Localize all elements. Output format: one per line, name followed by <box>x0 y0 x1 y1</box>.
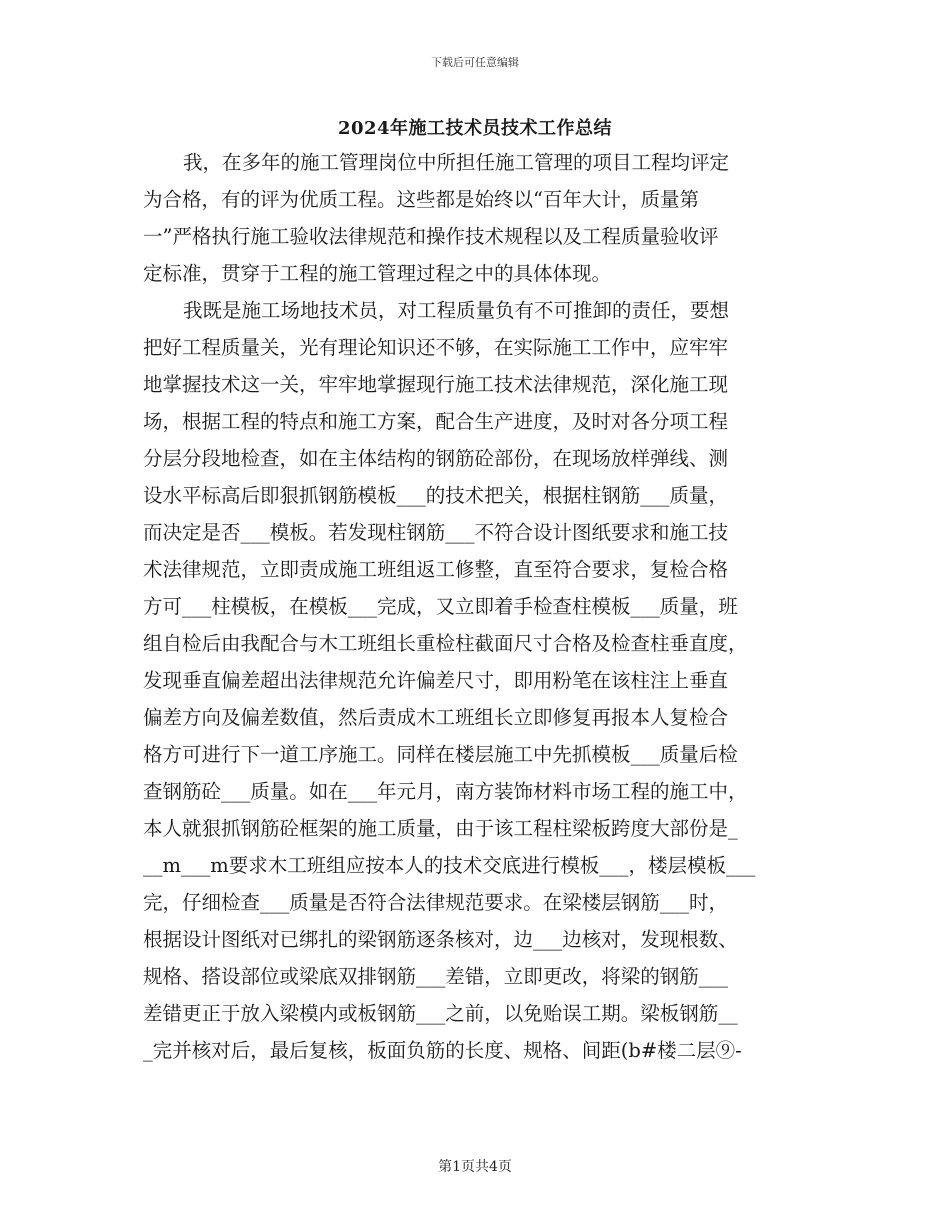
body-line: 我既是施工场地技术员，对工程质量负有不可推卸的责任，要想 <box>183 299 730 322</box>
body-line: 查钢筋砼___质量。如在___年元月，南方装饰材料市场工程的施工中， <box>143 780 748 803</box>
body-line: _完并核对后，最后复核，板面负筋的长度、规格、间距(b#楼二层⑨- <box>143 1039 742 1062</box>
body-line: 差错更正于放入梁模内或板钢筋___之前，以免贻误工期。梁板钢筋__ <box>143 1002 738 1025</box>
body-line: 分层分段地检查，如在主体结构的钢筋砼部份，在现场放样弹线、测 <box>143 447 729 470</box>
body-line: __m___m要求木工班组应按本人的技术交底进行模板___，楼层模板___ <box>143 854 756 877</box>
body-line: 偏差方向及偏差数值，然后责成木工班组长立即修复再报本人复检合 <box>143 706 729 729</box>
body-line: 规格、搭设部位或梁底双排钢筋___差错，立即更改，将梁的钢筋___ <box>143 965 729 988</box>
body-line: 场，根据工程的特点和施工方案，配合生产进度，及时对各分项工程 <box>143 410 729 433</box>
body-line: 为合格，有的评为优质工程。这些都是始终以“百年大计，质量第 <box>143 188 699 211</box>
body-line: 我，在多年的施工管理岗位中所担任施工管理的项目工程均评定 <box>183 151 730 174</box>
body-line: 根据设计图纸对已绑扎的梁钢筋逐条核对，边___边核对，发现根数、 <box>143 928 738 951</box>
page-number: 第1页共4页 <box>438 1159 512 1175</box>
document-title: 2024年施工技术员技术工作总结 <box>337 118 613 139</box>
page-header: 下载后可任意编辑 <box>431 56 519 69</box>
body-line: 组自检后由我配合与木工班组长重检柱截面尺寸合格及检查柱垂直度， <box>143 632 748 655</box>
body-line: 发现垂直偏差超出法律规范允许偏差尺寸，即用粉笔在该柱注上垂直 <box>143 669 729 692</box>
body-line: 定标准，贯穿于工程的施工管理过程之中的具体体现。 <box>143 262 612 285</box>
body-line: 本人就狠抓钢筋砼框架的施工质量，由于该工程柱梁板跨度大部份是_ <box>143 817 738 840</box>
body-line: 方可___柱模板，在模板___完成，又立即着手检查柱模板___质量，班 <box>143 595 738 618</box>
body-line: 而决定是否___模板。若发现柱钢筋___不符合设计图纸要求和施工技 <box>143 521 729 544</box>
body-line: 完，仔细检查___质量是否符合法律规范要求。在梁楼层钢筋___时， <box>143 891 729 914</box>
body-line: 地掌握技术这一关，牢牢地掌握现行施工技术法律规范，深化施工现 <box>143 373 729 396</box>
body-line: 一”严格执行施工验收法律规范和操作技术规程以及工程质量验收评 <box>143 225 719 248</box>
body-line: 格方可进行下一道工序施工。同样在楼层施工中先抓模板___质量后检 <box>143 743 738 766</box>
body-line: 术法律规范，立即责成施工班组返工修整，直至符合要求，复检合格 <box>143 558 729 581</box>
body-line: 设水平标高后即狠抓钢筋模板___的技术把关，根据柱钢筋___质量， <box>143 484 729 507</box>
body-line: 把好工程质量关，光有理论知识还不够，在实际施工工作中，应牢牢 <box>143 336 729 359</box>
